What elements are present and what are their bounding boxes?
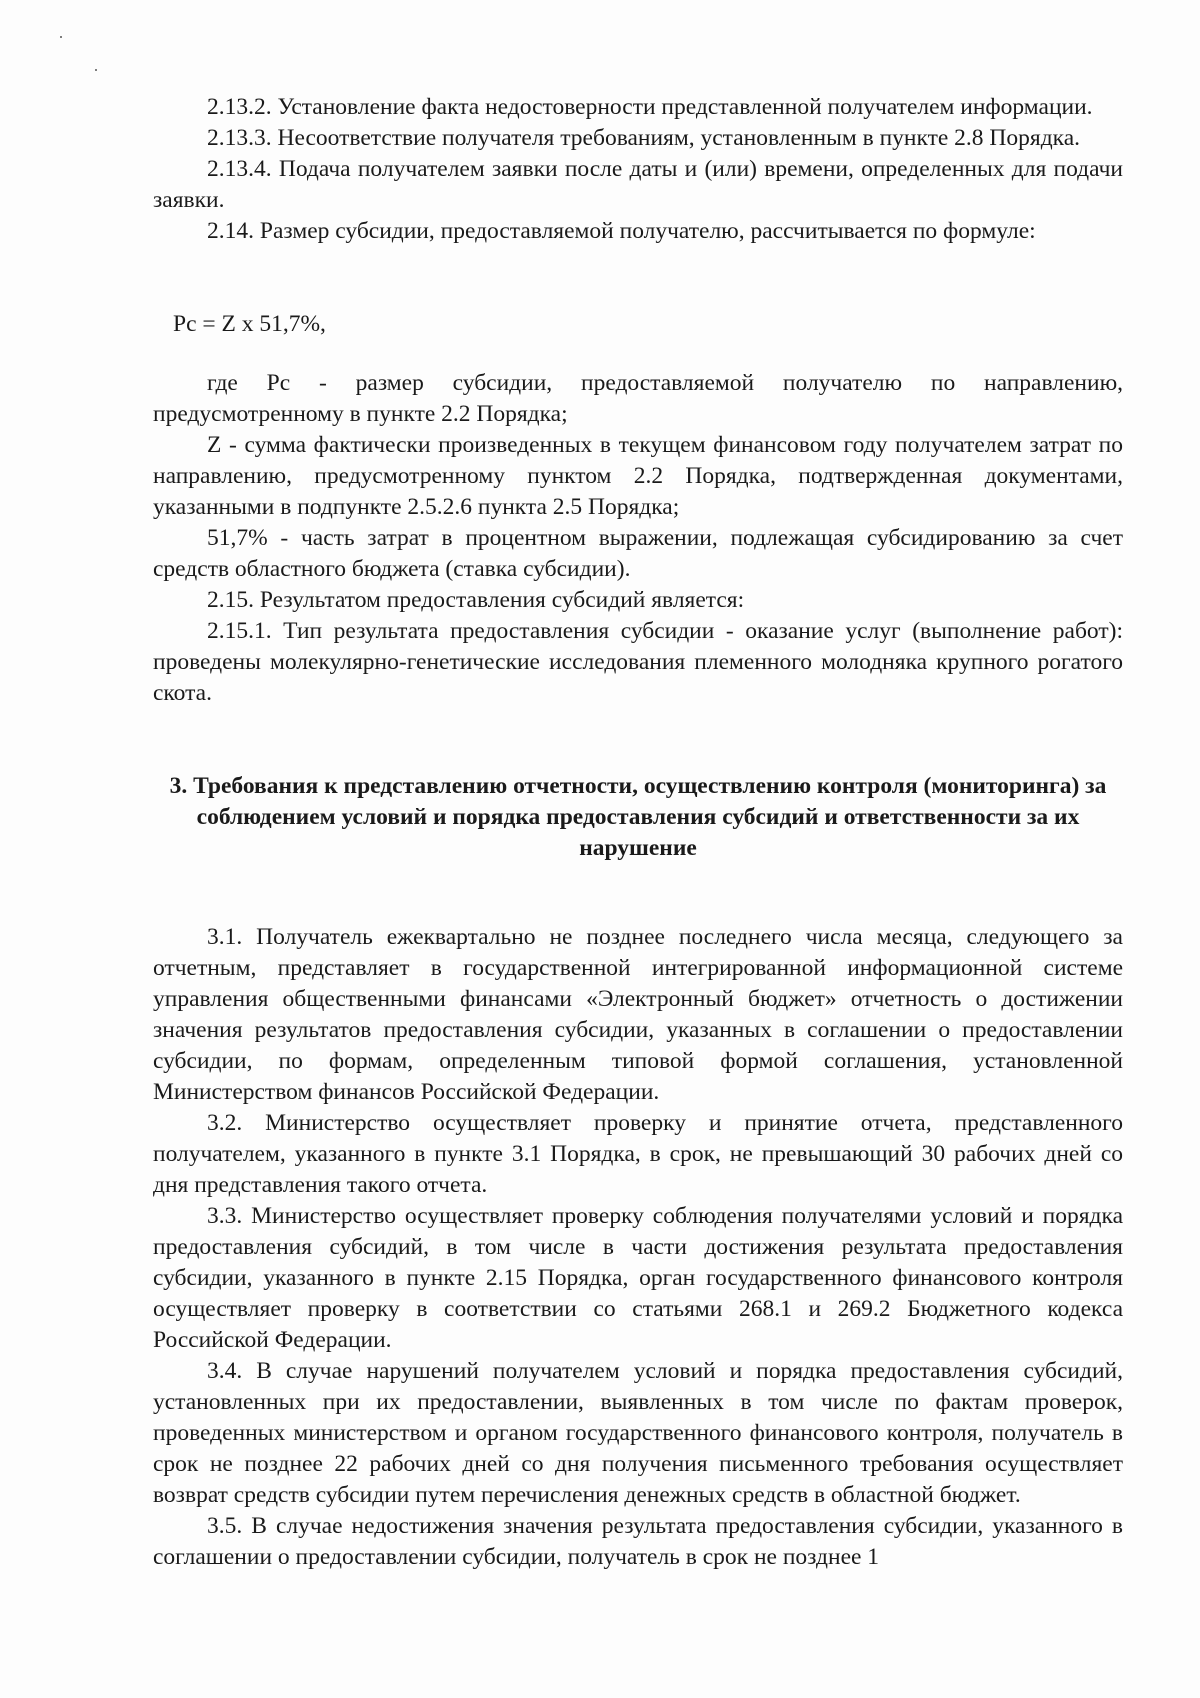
- paragraph-2-13-2: 2.13.2. Установление факта недостоверности представленной получателем информации.: [207, 94, 1093, 120]
- scan-speck: [60, 36, 62, 38]
- paragraph-3-1: 3.1. Получатель ежеквартально не позднее последнего числа месяца, следующего за отчетным, представляет в государственной интегрированной информационной системе управления общественными финансами «Электронный бюджет» отчетность о достижении значения результатов предоставления субсидии, указанных в соглашении о предоставлении субсидии, по формам, определенным типовой формой соглашения, установленной Министерством финансов Российской Федерации.: [153, 924, 1123, 1105]
- paragraph-3-5: 3.5. В случае недостижения значения результата предоставления субсидии, указанного в соглашении о предоставлении субсидии, получатель в срок не позднее 1: [153, 1513, 1123, 1570]
- paragraph-3-3: 3.3. Министерство осуществляет проверку соблюдения получателями условий и порядка предоставления субсидий, в том числе в части достижения результата предоставления субсидии, указанного в пункте 2.15 Порядка, орган государственного финансового контроля осуществляет проверку в соответствии со статьями 268.1 и 269.2 Бюджетного кодекса Российской Федерации.: [153, 1203, 1123, 1353]
- paragraph-2-13-4: 2.13.4. Подача получателем заявки после даты и (или) времени, определенных для подачи заявки.: [153, 156, 1123, 213]
- paragraph-2-15: 2.15. Результатом предоставления субсидий является:: [207, 587, 745, 613]
- definition-z: Z - сумма фактически произведенных в текущем финансовом году получателем затрат по направлению, предусмотренному пунктом 2.2 Порядка, подтвержденная документами, указанными в подпункте 2.5.2.6 пункта 2.5 Порядка;: [153, 432, 1123, 520]
- section-3-heading: 3. Требования к представлению отчетности, осуществлению контроля (мониторинга) за соблюдением условий и порядка предоставления субсидий и ответственности за их нарушение: [169, 773, 1107, 861]
- paragraph-2-15-1: 2.15.1. Тип результата предоставления субсидии - оказание услуг (выполнение работ): проведены молекулярно-генетические исследования племенного молодняка крупного рогатого скота.: [153, 618, 1123, 706]
- paragraph-2-13-3: 2.13.3. Несоответствие получателя требованиям, установленным в пункте 2.8 Порядка.: [207, 125, 1081, 151]
- paragraph-2-14: 2.14. Размер субсидии, предоставляемой получателю, рассчитывается по формуле:: [207, 218, 1036, 244]
- definition-pc: где Рс - размер субсидии, предоставляемой получателю по направлению, предусмотренному в пункте 2.2 Порядка;: [153, 370, 1123, 427]
- paragraph-3-4: 3.4. В случае нарушений получателем условий и порядка предоставления субсидий, установленных при их предоставлении, выявленных в том числе по фактам проверок, проведенных министерством и органом государственного финансового контроля, получатель в срок не позднее 22 рабочих дней со дня получения письменного требования осуществляет возврат средств субсидии путем перечисления денежных средств в областной бюджет.: [153, 1358, 1123, 1508]
- document-body: [153, 92, 1123, 1573]
- definition-rate: 51,7% - часть затрат в процентном выражении, подлежащая субсидированию за счет средств областного бюджета (ставка субсидии).: [153, 525, 1123, 582]
- subsidy-formula: Рс = Z х 51,7%,: [173, 311, 326, 337]
- scan-speck: [95, 69, 97, 71]
- paragraph-3-2: 3.2. Министерство осуществляет проверку и принятие отчета, представленного получателем, указанного в пункте 3.1 Порядка, в срок, не превышающий 30 рабочих дней со дня представления такого отчета.: [153, 1110, 1123, 1198]
